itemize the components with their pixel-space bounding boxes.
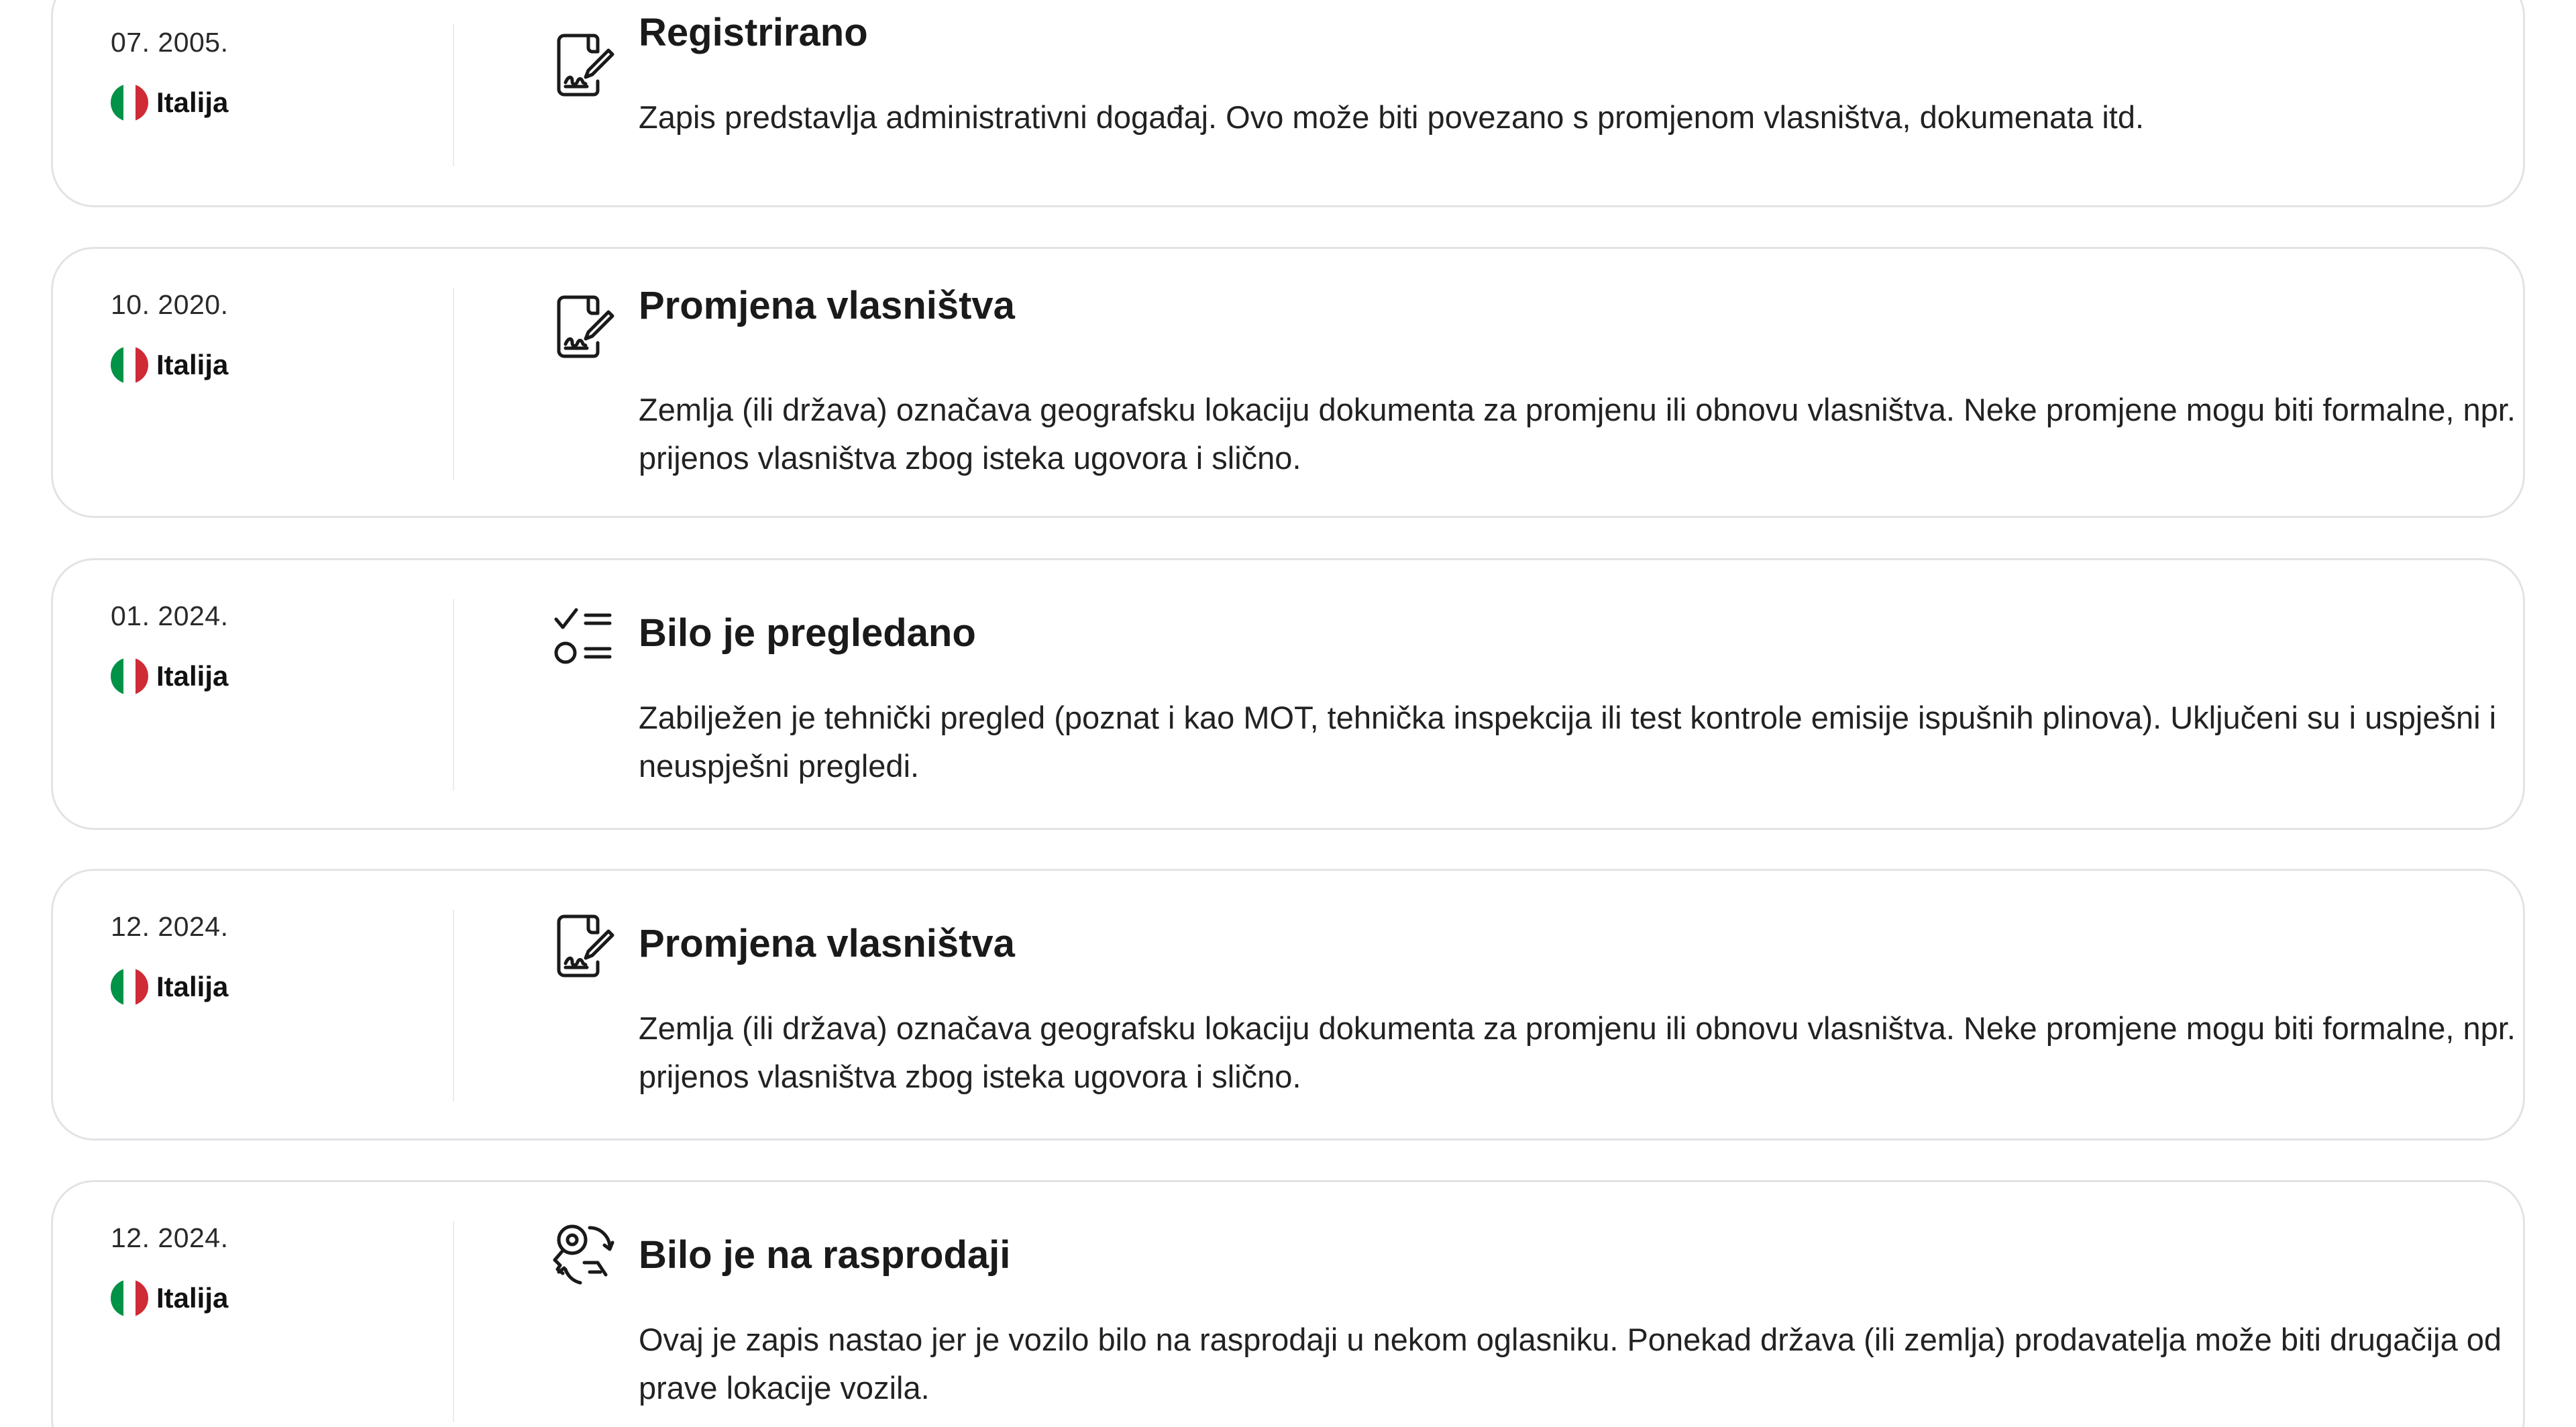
- italy-flag-icon: [111, 657, 148, 695]
- event-title: Bilo je pregledano: [639, 611, 976, 655]
- country-name: Italija: [156, 1282, 229, 1314]
- event-description: Ovaj je zapis nastao jer je vozilo bilo na rasprodaji u nekom oglasniku. Ponekad država (ili zemlja) prodavatelja može biti drugačija od prave lokacije vozila.: [639, 1322, 2502, 1406]
- timeline-card: [51, 247, 2525, 518]
- italy-flag-icon: [111, 968, 148, 1006]
- event-date: 12. 2024.: [111, 911, 229, 942]
- event-date: 10. 2020.: [111, 289, 229, 320]
- country-name: Italija: [156, 349, 229, 380]
- event-description: Zapis predstavlja administrativni događaj. Ovo može biti povezano s promjenom vlasništva, dokumenata itd.: [639, 99, 2145, 135]
- document-signature-icon: [551, 912, 618, 980]
- italy-flag-icon: [111, 346, 148, 384]
- event-country: [111, 84, 229, 121]
- checklist-icon: [551, 602, 618, 669]
- event-date: 12. 2024.: [111, 1222, 229, 1253]
- key-exchange-icon: [548, 1221, 615, 1288]
- timeline-card: [51, 558, 2525, 830]
- document-signature-icon: [551, 32, 618, 99]
- italy-flag-icon: [111, 84, 148, 121]
- timeline-card: [51, 0, 2525, 207]
- event-date: 01. 2024.: [111, 600, 229, 631]
- card-divider: [453, 288, 454, 480]
- card-divider: [453, 1221, 454, 1422]
- event-meta: [111, 27, 229, 121]
- timeline-card: [51, 869, 2525, 1141]
- event-meta: [111, 289, 229, 384]
- event-meta: [111, 600, 229, 695]
- italy-flag-icon: [111, 1279, 148, 1317]
- country-name: Italija: [156, 971, 229, 1002]
- event-country: [111, 657, 229, 695]
- event-meta: [111, 1222, 229, 1317]
- event-date: 07. 2005.: [111, 27, 229, 58]
- card-divider: [453, 599, 454, 791]
- event-country: [111, 968, 229, 1006]
- event-meta: [111, 911, 229, 1006]
- timeline-card: [51, 1180, 2525, 1427]
- document-signature-icon: [551, 293, 618, 360]
- event-title: Registrirano: [639, 11, 868, 54]
- country-name: Italija: [156, 87, 229, 118]
- country-name: Italija: [156, 660, 229, 692]
- event-country: [111, 346, 229, 384]
- card-divider: [453, 910, 454, 1102]
- event-title: Promjena vlasništva: [639, 284, 1015, 327]
- card-divider: [453, 23, 454, 166]
- event-description: Zemlja (ili država) označava geografsku lokaciju dokumenta za promjenu ili obnovu vlasništva. Neke promjene mogu biti formalne, npr. prijenos vlasništva zbog isteka ugovora i slično.: [639, 392, 2516, 476]
- event-title: Promjena vlasništva: [639, 922, 1015, 965]
- event-title: Bilo je na rasprodaji: [639, 1233, 1011, 1277]
- event-description: Zemlja (ili država) označava geografsku lokaciju dokumenta za promjenu ili obnovu vlasništva. Neke promjene mogu biti formalne, npr. prijenos vlasništva zbog isteka ugovora i slično.: [639, 1010, 2516, 1094]
- event-country: [111, 1279, 229, 1317]
- event-description: Zabilježen je tehnički pregled (poznat i kao MOT, tehnička inspekcija ili test kontrole emisije ispušnih plinova). Uključeni su i uspješni i neuspješni pregledi.: [639, 700, 2497, 784]
